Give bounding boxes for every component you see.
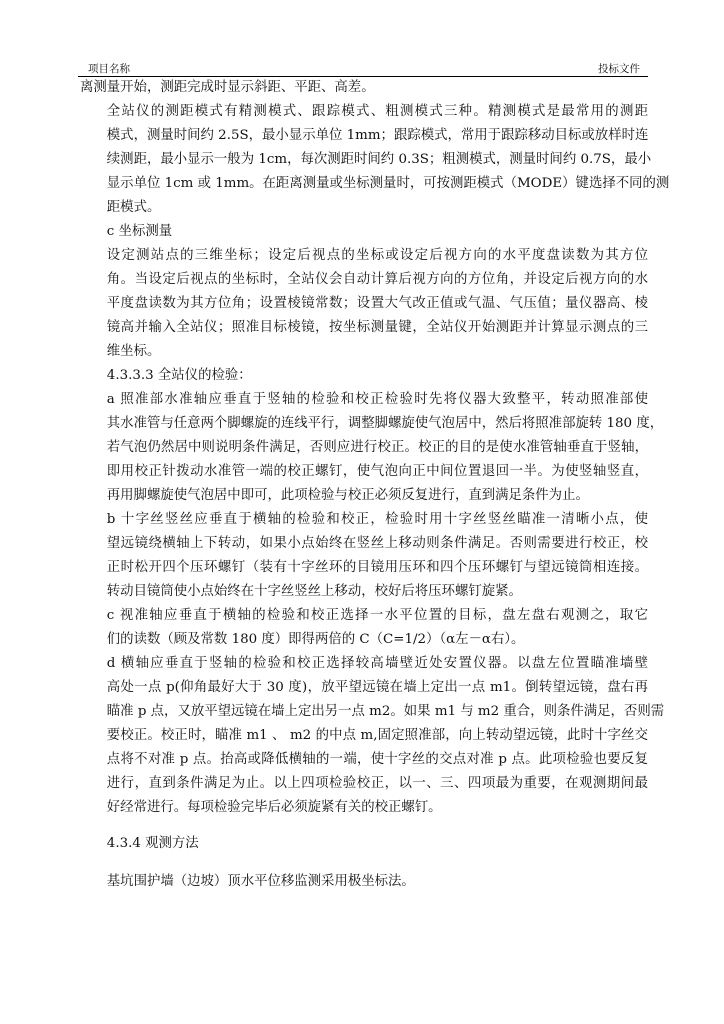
text-line: c 坐标测量 bbox=[106, 224, 173, 239]
heading-instrument-check bbox=[80, 364, 648, 388]
text-line: 4.3.3.3 全站仪的检验： bbox=[106, 368, 252, 383]
text-line: 们的读数（顾及常数 180 度）即得两倍的 C（C=1/2）（α左－α右）。 bbox=[106, 632, 525, 647]
text-line: 即用校正针拨动水准管一端的校正螺钉，使气泡向正中间位置退回一半。为使竖轴竖直， bbox=[106, 464, 648, 479]
paragraph-check-b bbox=[80, 508, 648, 604]
text-line: 距模式。 bbox=[106, 200, 161, 215]
text-line: a 照准部水准轴应垂直于竖轴的检验和校正检验时先将仪器大致整平，转动照准部使 bbox=[106, 392, 648, 407]
document-body bbox=[80, 76, 670, 894]
heading-observation-method bbox=[80, 832, 648, 856]
text-line: 基坑围护墙（边坡）顶水平位移监测采用极坐标法。 bbox=[106, 874, 415, 889]
text-line: 要校正。校正时，瞄准 m1 、 m2 的中点 m,固定照准部，向上转动望远镜，此时十字丝交 bbox=[106, 728, 648, 743]
text-line: 显示单位 1cm 或 1mm。在距离测量或坐标测量时，可按测距模式（MODE）键选择不同的测 bbox=[106, 176, 670, 191]
text-line: 好经常进行。每项检验完毕后必须旋紧有关的校正螺钉。 bbox=[106, 800, 442, 815]
text-line: 望远镜绕横轴上下转动，如果小点始终在竖丝上移动则条件满足。否则需要进行校正，校 bbox=[106, 536, 648, 551]
text-line: 若气泡仍然居中则说明条件满足，否则应进行校正。校正的目的是使水准管轴垂直于竖轴， bbox=[106, 440, 648, 455]
text-line: c 视准轴应垂直于横轴的检验和校正选择一水平位置的目标，盘左盘右观测之，取它 bbox=[106, 608, 648, 623]
text-line: 再用脚螺旋使气泡居中即可，此项检验与校正必须反复进行，直到满足条件为止。 bbox=[106, 488, 589, 503]
text-line: 点将不对准 p 点。抬高或降低横轴的一端，使十字丝的交点对准 p 点。此项检验也要反复 bbox=[106, 752, 648, 767]
text-line: b 十字丝竖丝应垂直于横轴的检验和校正，检验时用十字丝竖丝瞄准一清晰小点，使 bbox=[106, 512, 648, 527]
paragraph-coordinate-measure bbox=[80, 244, 648, 364]
header-project-name: 项目名称 bbox=[88, 63, 130, 75]
text-line: 高处一点 p(仰角最好大于 30 度)，放平望远镜在墙上定出一点 m1。倒转望远镜，盘右再 bbox=[106, 680, 648, 695]
text-line: 正时松开四个压环螺钉（装有十字丝环的目镜用压环和四个压环螺钉与望远镜筒相连接。 bbox=[106, 560, 648, 575]
header-document-type: 投标文件 bbox=[598, 63, 640, 75]
text-line: 进行，直到条件满足为止。以上四项检验校正，以一、三、四项最为重要，在观测期间最 bbox=[106, 776, 648, 791]
text-line: 其水准管与任意两个脚螺旋的连线平行，调整脚螺旋使气泡居中，然后将照准部旋转 180 度， bbox=[106, 416, 664, 431]
text-line: 平度盘读数为其方位角；设置棱镜常数；设置大气改正值或气温、气压值；量仪器高、棱 bbox=[106, 296, 648, 311]
paragraph-check-a bbox=[80, 388, 664, 508]
heading-coordinate-measure bbox=[80, 220, 648, 244]
paragraph-observation-method bbox=[80, 870, 648, 894]
text-line: 设定测站点的三维坐标；设定后视点的坐标或设定后视方向的水平度盘读数为其方位 bbox=[106, 248, 648, 263]
paragraph-check-d bbox=[80, 652, 665, 820]
text-line: 维坐标。 bbox=[106, 344, 161, 359]
paragraph-intro-tail bbox=[80, 76, 648, 100]
text-line: 模式，测量时间约 2.5S，最小显示单位 1mm；跟踪模式，常用于跟踪移动目标或放样时连 bbox=[106, 128, 649, 143]
paragraph-measure-modes bbox=[80, 100, 670, 220]
text-line: 离测量开始，测距完成时显示斜距、平距、高差。 bbox=[80, 80, 375, 95]
text-line: 角。当设定后视点的坐标时，全站仪会自动计算后视方向的方位角，并设定后视方向的水 bbox=[106, 272, 648, 287]
paragraph-check-c bbox=[80, 604, 648, 652]
text-line: 镜高并输入全站仪；照准目标棱镜，按坐标测量键，全站仪开始测距并计算显示测点的三 bbox=[106, 320, 648, 335]
text-line: d 横轴应垂直于竖轴的检验和校正选择较高墙壁近处安置仪器。以盘左位置瞄准墙壁 bbox=[106, 656, 648, 671]
page-header bbox=[78, 60, 648, 77]
text-line: 续测距，最小显示一般为 1cm，每次测距时间约 0.3S；粗测模式，测量时间约 0.7S，最小 bbox=[106, 152, 652, 167]
text-line: 转动目镜筒使小点始终在十字丝竖丝上移动，校好后将压环螺钉旋紧。 bbox=[106, 584, 522, 599]
text-line: 瞄准 p 点，又放平望远镜在墙上定出另一点 m2。如果 m1 与 m2 重合，则条件满足，否则需 bbox=[106, 704, 665, 719]
text-line: 全站仪的测距模式有精测模式、跟踪模式、粗测模式三种。精测模式是最常用的测距 bbox=[106, 104, 648, 119]
text-line: 4.3.4 观测方法 bbox=[106, 836, 199, 851]
